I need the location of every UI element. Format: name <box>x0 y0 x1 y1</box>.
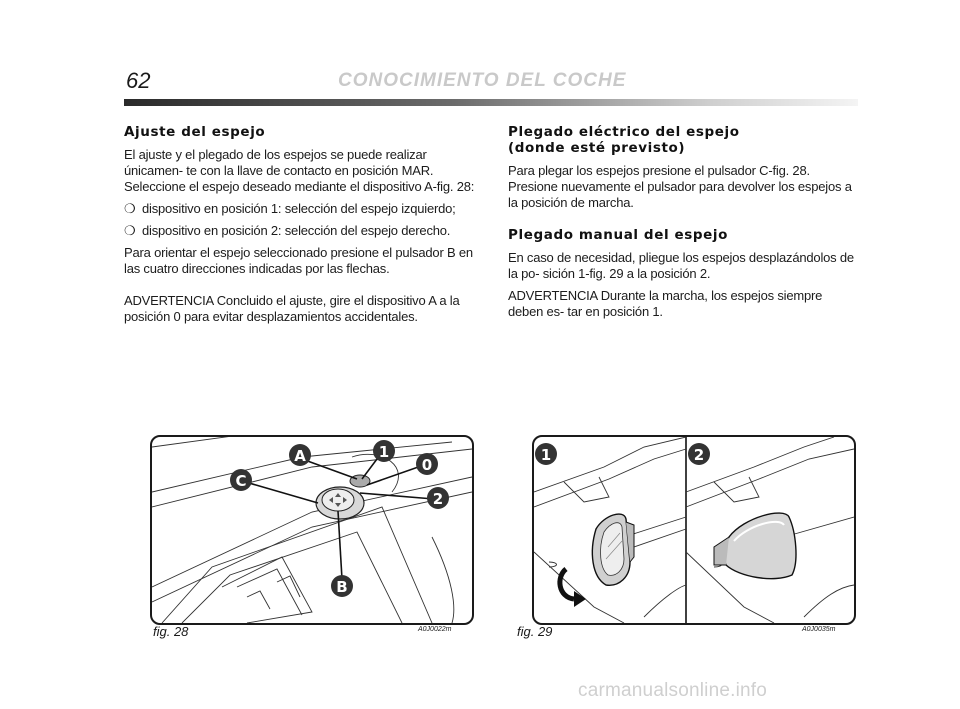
list-item-text: dispositivo en posición 1: selección del espejo izquierdo; <box>142 201 456 216</box>
label-0: 0 <box>421 456 433 474</box>
list-item-text: dispositivo en posición 2: selección del espejo derecho. <box>142 223 451 238</box>
paragraph: Para orientar el espejo seleccionado presione el pulsador B en las cuatro direcciones indicadas por las flechas. <box>124 245 473 276</box>
warning-paragraph: ADVERTENCIA Concluido el ajuste, gire el dispositivo A a la posición 0 para evitar desplazamientos accidentales. <box>124 293 460 324</box>
label-1: 1 <box>540 446 552 464</box>
section-heading-plegado-manual: Plegado manual del espejo <box>508 227 728 243</box>
label-a: A <box>294 447 306 465</box>
warning-paragraph: ADVERTENCIA Durante la marcha, los espejos siempre deben es- tar en posición 1. <box>508 288 823 319</box>
figure-28-code: A0J0022m <box>418 626 452 633</box>
watermark: carmanualsonline.info <box>578 680 768 701</box>
figure-29-code: A0J0035m <box>802 626 836 633</box>
label-2: 2 <box>432 490 444 508</box>
page-number: 62 <box>126 68 151 93</box>
figure-28-caption: fig. 28 <box>153 624 189 639</box>
section-heading-ajuste: Ajuste del espejo <box>124 124 266 140</box>
section-heading-plegado-electrico: Plegado eléctrico del espejo <box>508 124 740 140</box>
label-2: 2 <box>693 446 705 464</box>
figure-29-caption: fig. 29 <box>517 624 553 639</box>
circle-bullet-icon: ❍ <box>124 223 136 238</box>
section-heading-plegado-electrico-sub: (donde esté previsto) <box>508 140 686 156</box>
label-b: B <box>336 578 348 596</box>
right-column <box>508 124 860 326</box>
paragraph: Para plegar los espejos presione el pulsador C-fig. 28. Presione nuevamente el pulsador para devolver los espejos a la posición de marcha. <box>508 163 852 210</box>
paragraph: En caso de necesidad, pliegue los espejos desplazándolos de la po- sición 1-fig. 29 a la posición 2. <box>508 250 854 281</box>
circle-bullet-icon: ❍ <box>124 201 136 216</box>
figure-29-mirror-fold <box>532 435 856 625</box>
label-1: 1 <box>378 443 390 461</box>
header-rule <box>124 99 858 106</box>
mirror-fold-illustration <box>534 437 854 623</box>
figure-28-mirror-control <box>150 435 474 625</box>
left-column <box>124 124 476 331</box>
list-item <box>124 223 476 239</box>
paragraph: Seleccione el espejo deseado mediante el dispositivo A-fig. 28: <box>124 179 475 194</box>
mirror-control-illustration <box>152 437 472 623</box>
label-c: C <box>235 472 247 490</box>
paragraph: El ajuste y el plegado de los espejos se puede realizar únicamen- te con la llave de contacto en posición MAR. <box>124 147 434 178</box>
list-item <box>124 201 476 217</box>
page-title: CONOCIMIENTO DEL COCHE <box>338 70 627 91</box>
